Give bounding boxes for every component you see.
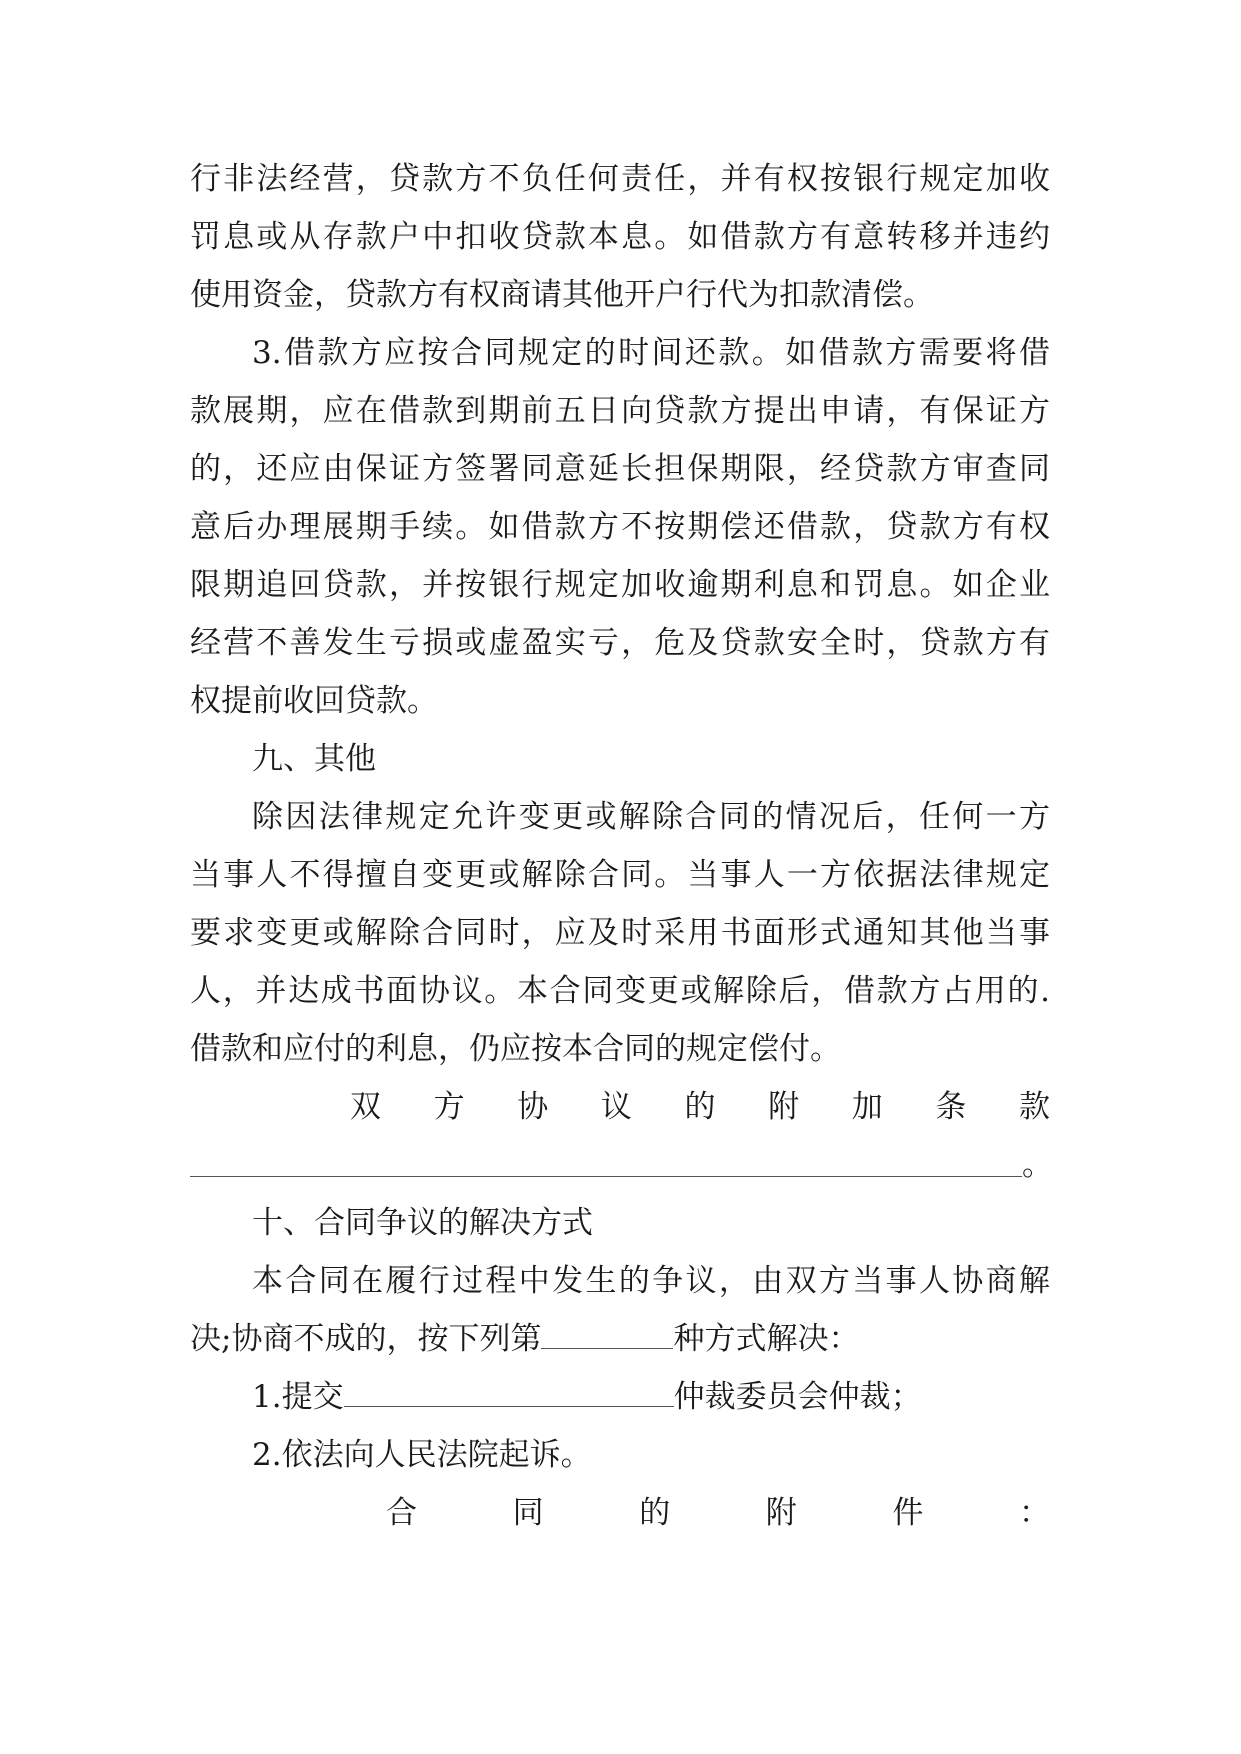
resolution-option-2: 2.依法向人民法院起诉。 (252, 1437, 592, 1473)
spread-char: 件 (892, 1495, 924, 1531)
spread-char: 附 (765, 1495, 797, 1531)
spread-char: 合 (386, 1495, 417, 1531)
paragraph-line: 经营不善发生亏损或虚盈实亏，危及贷款安全时，贷款方有 (190, 625, 1050, 661)
supplementary-clauses-blank (190, 1136, 1053, 1194)
paragraph-line: 限期追回贷款，并按银行规定加收逾期利息和罚息。如企业 (190, 567, 1050, 603)
period-mark: 。 (1022, 1147, 1053, 1183)
spread-char: 议 (600, 1089, 632, 1125)
spread-char: 双 (350, 1089, 381, 1125)
spread-char: 条 (935, 1089, 967, 1125)
paragraph-line: 3.借款方应按合同规定的时间还款。如借款方需要将借 (252, 335, 1050, 371)
fill-in-rule (190, 1176, 1022, 1177)
method-number-blank (541, 1310, 673, 1349)
paragraph-line: 使用资金，贷款方有权商请其他开户行代为扣款清偿。 (190, 277, 934, 313)
option-text: 1.提交 (252, 1379, 344, 1415)
document-body (190, 150, 1053, 1542)
paragraph-line: 人，并达成书面协议。本合同变更或解除后，借款方占用的. (190, 973, 1050, 1009)
paragraph-line: 借款和应付的利息，仍应按本合同的规定偿付。 (190, 1031, 841, 1067)
spread-char: 加 (851, 1089, 883, 1125)
section-heading: 十、合同争议的解决方式 (252, 1205, 593, 1241)
paragraph-line: 的，还应由保证方签署同意延长担保期限，经贷款方审查同 (190, 451, 1050, 487)
paragraph-line: 本合同在履行过程中发生的争议，由双方当事人协商解 (252, 1263, 1050, 1299)
spread-char: 款 (1019, 1089, 1050, 1125)
option-text: 仲裁委员会仲裁； (673, 1379, 922, 1415)
paragraph-line: 款展期，应在借款到期前五日向贷款方提出申请，有保证方 (190, 393, 1050, 429)
paragraph-line: 除因法律规定允许变更或解除合同的情况后，任何一方 (252, 799, 1050, 835)
spread-char: 同 (512, 1495, 544, 1531)
paragraph-line: 权提前收回贷款。 (190, 683, 438, 719)
spread-char: 附 (768, 1089, 800, 1125)
paragraph-line (190, 1310, 1050, 1368)
paragraph-line: 意后办理展期手续。如借款方不按期偿还借款，贷款方有权 (190, 509, 1050, 545)
line-text: 种方式解决： (673, 1321, 860, 1357)
arbitration-committee-blank (344, 1368, 674, 1407)
spread-char: 的 (684, 1089, 716, 1125)
spread-char: 的 (639, 1495, 671, 1531)
paragraph-line: 要求变更或解除合同时，应及时采用书面形式通知其他当事 (190, 915, 1050, 951)
line-text: 决;协商不成的，按下列第 (190, 1321, 542, 1357)
spread-char: 方 (433, 1089, 465, 1125)
paragraph-line: 行非法经营，贷款方不负任何责任，并有权按银行规定加收 (190, 161, 1050, 197)
paragraph-line: 当事人不得擅自变更或解除合同。当事人一方依据法律规定 (190, 857, 1050, 893)
spread-char: ： (1018, 1495, 1050, 1531)
section-heading: 九、其他 (252, 741, 376, 777)
supplementary-clauses-label (190, 1078, 1050, 1136)
contract-attachments-label (190, 1484, 1050, 1542)
paragraph-line: 罚息或从存款户中扣收贷款本息。如借款方有意转移并违约 (190, 219, 1050, 255)
spread-char: 协 (517, 1089, 549, 1125)
resolution-option-1 (190, 1368, 1050, 1426)
